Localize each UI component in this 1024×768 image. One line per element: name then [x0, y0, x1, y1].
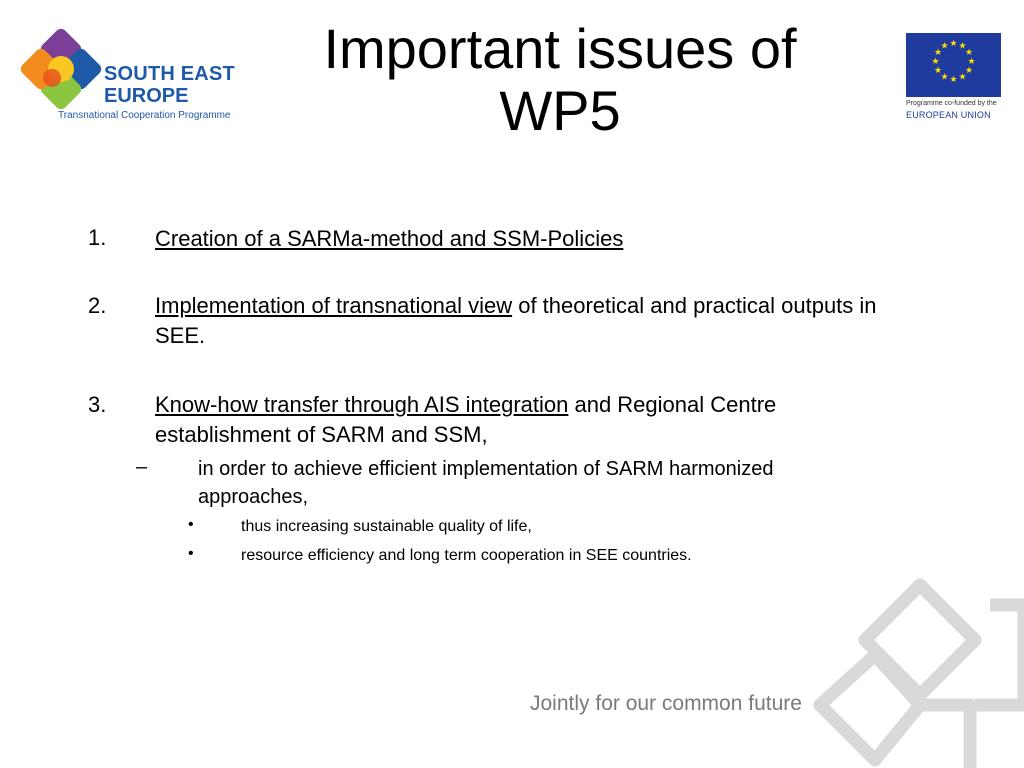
- item-text: and Regional Centre establishment of SARM and SSM,: [155, 392, 777, 447]
- svg-text:★: ★: [964, 48, 974, 58]
- logo-text-europe: EUROPE: [104, 85, 189, 107]
- bullet-mark: •: [188, 545, 194, 562]
- svg-text:★: ★: [933, 48, 943, 58]
- flower-logo-icon: [20, 28, 102, 110]
- svg-text:★: ★: [940, 41, 949, 52]
- item-number: 1.: [88, 225, 107, 250]
- svg-text:★: ★: [933, 66, 943, 76]
- title-line-2: WP5: [499, 79, 621, 142]
- bullet-mark: •: [188, 516, 194, 533]
- list-item: [155, 224, 895, 254]
- svg-text:★: ★: [958, 72, 967, 83]
- svg-text:★: ★: [958, 41, 967, 52]
- sub-item-dash: –: [136, 456, 148, 478]
- item-underlined-text: Know-how transfer through AIS integration: [155, 392, 569, 417]
- item-underlined-text: Implementation of transnational view: [155, 293, 513, 318]
- svg-text:★: ★: [931, 57, 940, 67]
- eu-union-text: EUROPEAN UNION: [906, 110, 991, 120]
- title-line-1: Important issues of: [323, 17, 797, 80]
- svg-text:★: ★: [964, 66, 974, 76]
- sub-item-text: in order to achieve efficient implementation of SARM harmonized approaches,: [198, 458, 774, 508]
- logo-text-south-east: SOUTH EAST: [104, 63, 235, 85]
- item-underlined-text: Creation of a SARMa-method and SSM-Policies: [155, 226, 624, 251]
- south-east-europe-logo: [20, 28, 260, 128]
- decorative-flower-outline-icon: [800, 565, 1024, 768]
- slide-title: [270, 18, 850, 142]
- eu-stars-icon: [906, 33, 1001, 97]
- logo-text-programme: Transnational Cooperation Programme: [58, 110, 231, 121]
- eu-cofunded-text: Programme co-funded by the: [906, 100, 997, 107]
- item-number: 2.: [88, 293, 107, 318]
- svg-text:★: ★: [940, 72, 949, 83]
- list-item: [155, 291, 895, 351]
- tagline: Jointly for our common future: [530, 692, 802, 715]
- svg-text:★: ★: [949, 39, 958, 49]
- eu-flag-icon: [906, 33, 1001, 97]
- bullet-text: thus increasing sustainable quality of life,: [241, 518, 532, 535]
- item-text: of theoretical and practical outputs in SEE.: [155, 293, 877, 348]
- list-item: [155, 390, 895, 450]
- eu-logo: [905, 33, 1003, 123]
- item-number: 3.: [88, 392, 107, 417]
- bullet-text: resource efficiency and long term cooperation in SEE countries.: [241, 547, 692, 564]
- svg-text:★: ★: [949, 75, 958, 85]
- svg-text:★: ★: [967, 57, 976, 67]
